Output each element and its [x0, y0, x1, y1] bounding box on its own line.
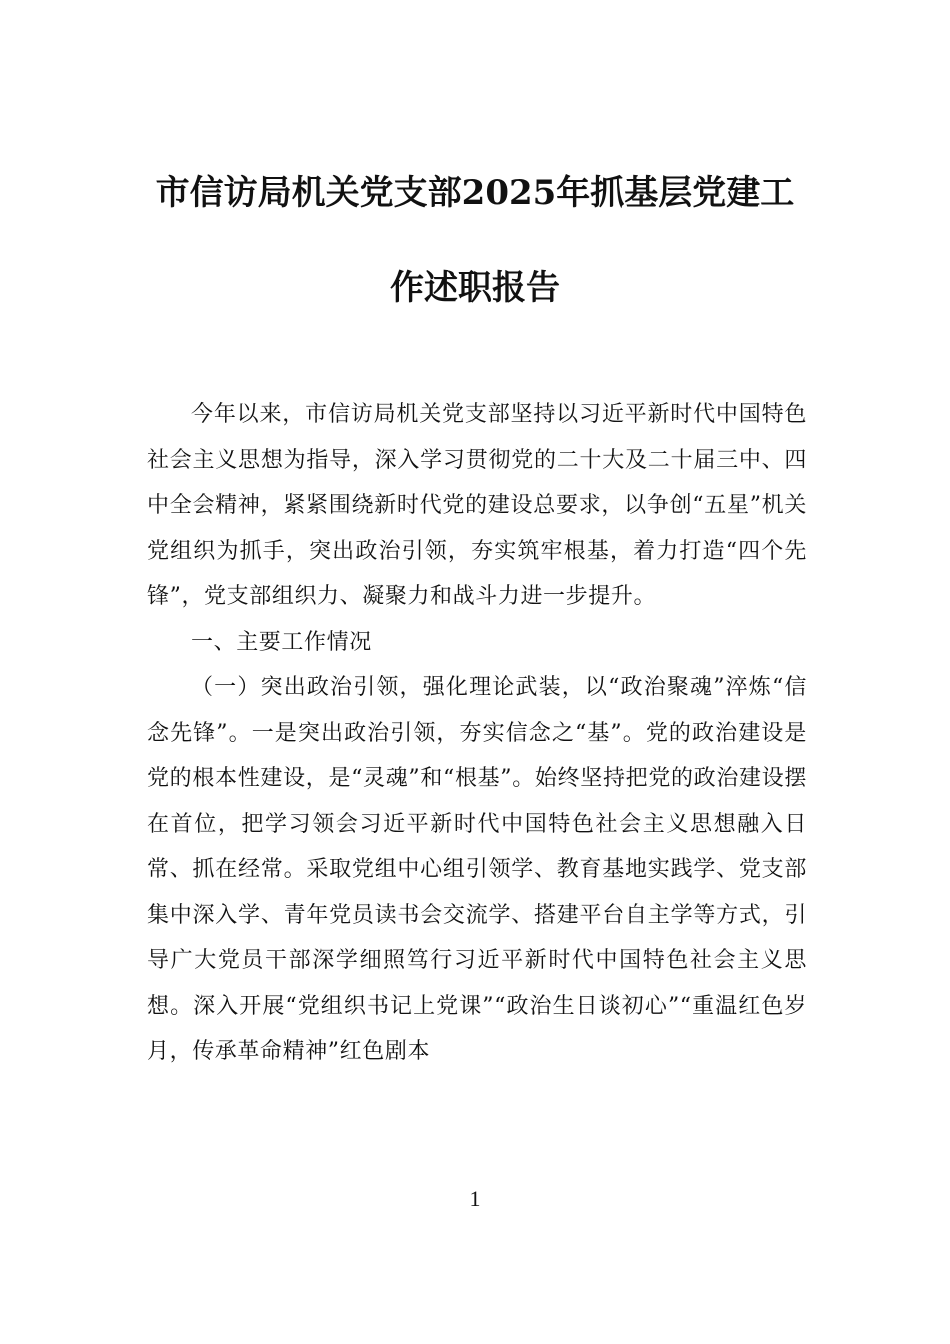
body-paragraph: （一）突出政治引领，强化理论武装，以“政治聚魂”淬炼“信念先锋”。一是突出政治引领，夯实信念之“基”。党的政治建设是党的根本性建设，是“灵魂”和“根基”。始终坚持把党的政治建设摆在首位，把学习领会习近平新时代中国特色社会主义思想融入日常、抓在经常。采取党组中心组引领学、教育基地实践学、党支部集中深入学、青年党员读书会交流学、搭建平台自主学等方式，引导广大党员干部深学细照笃行习近平新时代中国特色社会主义思想。深入开展“党组织书记上党课”“政治生日谈初心”“重温红色岁月，传承革命精神”红色剧本: [147, 675, 807, 1064]
document-body: [147, 392, 807, 1075]
intro-paragraph: 今年以来，市信访局机关党支部坚持以习近平新时代中国特色社会主义思想为指导，深入学习贯彻党的二十大及二十届三中、四中全会精神，紧紧围绕新时代党的建设总要求，以争创“五星”机关党组织为抓手，突出政治引领，夯实筑牢根基，着力打造“四个先锋”，党支部组织力、凝聚力和战斗力进一步提升。: [147, 402, 807, 609]
section-heading: 一、主要工作情况: [191, 629, 372, 655]
page-number: 1: [469, 1186, 481, 1211]
document-title-line-1: 市信访局机关党支部2025年抓基层党建工: [155, 173, 795, 213]
document-title-line-2: 作述职报告: [390, 268, 560, 308]
